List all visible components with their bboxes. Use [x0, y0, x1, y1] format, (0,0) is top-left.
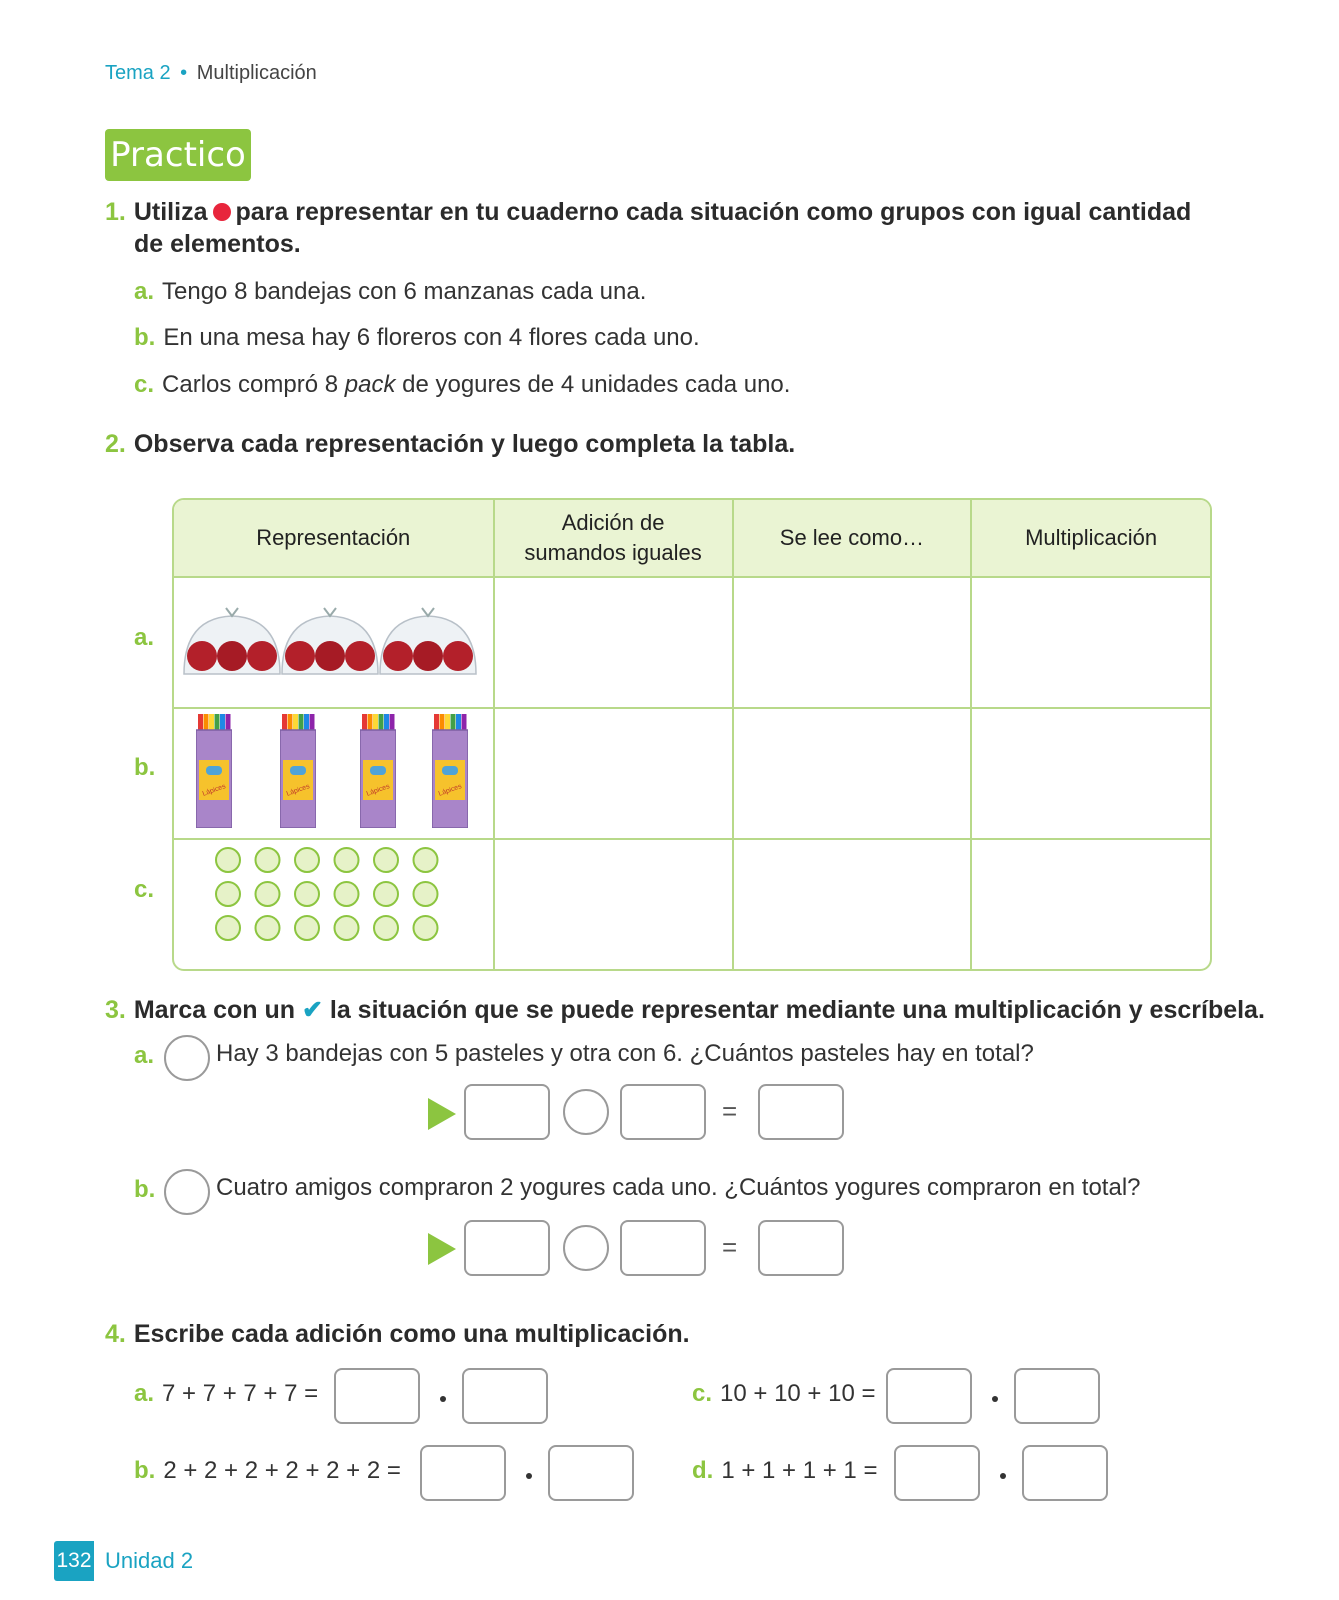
question-1	[105, 198, 1191, 227]
q4-item-c	[692, 1380, 876, 1408]
addition-cell[interactable]	[495, 840, 734, 969]
q3-text-before: Marca con un	[133, 996, 296, 1024]
svg-text:Lápices: Lápices	[437, 783, 463, 798]
page-number: 132	[54, 1541, 94, 1581]
item-label: a.	[134, 1380, 155, 1407]
checkmark-icon: ✔	[301, 996, 323, 1024]
col-header-addition-line2: sumandos iguales	[524, 540, 702, 565]
multiplication-cell[interactable]	[972, 578, 1210, 709]
circle-counter	[414, 882, 438, 906]
answer-box[interactable]	[462, 1368, 548, 1424]
operator-circle[interactable]	[563, 1225, 609, 1271]
q4-item-a	[134, 1380, 318, 1408]
answer-box[interactable]	[620, 1084, 706, 1140]
answer-box[interactable]	[548, 1445, 634, 1501]
item-expression: 7 + 7 + 7 + 7 =	[162, 1380, 319, 1407]
apple-bag-icon	[380, 608, 476, 674]
addition-cell[interactable]	[495, 578, 734, 709]
circle-counter	[335, 916, 359, 940]
circle-counter	[295, 882, 319, 906]
circle-counter	[374, 848, 398, 872]
col-header-representation: Representación	[174, 500, 495, 578]
answer-box[interactable]	[620, 1220, 706, 1276]
check-circle-a[interactable]	[164, 1035, 210, 1081]
operator-circle[interactable]	[563, 1089, 609, 1135]
item-text: Carlos compró 8	[162, 371, 339, 398]
apple-bag-icon	[184, 608, 280, 674]
pencil-box-icon	[432, 712, 468, 828]
item-label: d.	[692, 1457, 714, 1484]
svg-text:Lápices: Lápices	[201, 783, 227, 798]
item-label: b.	[134, 324, 156, 351]
circle-counter	[216, 916, 240, 940]
circle-counter	[374, 916, 398, 940]
read-as-cell[interactable]	[734, 578, 973, 709]
circle-counter	[335, 848, 359, 872]
question-3	[105, 995, 1265, 1025]
answer-box[interactable]	[464, 1220, 550, 1276]
question-number: 1.	[105, 198, 126, 226]
q3-item-a-label: a.	[134, 1042, 155, 1069]
equals-sign: =	[722, 1232, 738, 1262]
item-expression: 2 + 2 + 2 + 2 + 2 + 2 =	[163, 1457, 401, 1484]
q2-text: Observa cada representación y luego completa la tabla.	[133, 430, 796, 458]
topic-label: Tema 2	[105, 62, 171, 84]
multiply-dot	[526, 1473, 532, 1479]
svg-text:Lápices: Lápices	[285, 783, 311, 798]
q1-item-c	[134, 371, 790, 399]
item-label: a.	[134, 278, 155, 305]
row-label-b: b.	[134, 754, 156, 781]
pencil-box-icon	[280, 712, 316, 828]
check-circle-b[interactable]	[164, 1169, 210, 1215]
col-header-read-as: Se lee como…	[734, 500, 973, 578]
circle-counter	[414, 916, 438, 940]
item-text: Tengo 8 bandejas con 6 manzanas cada una.	[162, 278, 647, 305]
col-header-addition	[495, 500, 734, 578]
q1-item-a	[134, 278, 646, 306]
answer-box[interactable]	[420, 1445, 506, 1501]
multiply-dot	[992, 1396, 998, 1402]
col-header-addition-line1: Adición de	[561, 510, 665, 535]
answer-box[interactable]	[1022, 1445, 1108, 1501]
multiplication-cell[interactable]	[972, 840, 1210, 969]
item-italic-word: pack	[344, 371, 396, 398]
apple-bag-icon	[282, 608, 378, 674]
answer-box[interactable]	[758, 1084, 844, 1140]
multiplication-cell[interactable]	[972, 709, 1210, 840]
pencil-box-icon	[360, 712, 396, 828]
circle-counter	[256, 848, 280, 872]
question-number: 4.	[105, 1320, 126, 1348]
circle-counter	[256, 882, 280, 906]
circle-counter	[374, 882, 398, 906]
subject-label: Multiplicación	[196, 62, 317, 84]
q1-text-line2: de elementos.	[134, 230, 301, 258]
answer-box[interactable]	[1014, 1368, 1100, 1424]
circle-counter	[414, 848, 438, 872]
item-expression: 10 + 10 + 10 =	[720, 1380, 876, 1407]
read-as-cell[interactable]	[734, 709, 973, 840]
page-header	[105, 62, 317, 85]
circle-counter	[256, 916, 280, 940]
circle-counter	[216, 848, 240, 872]
circles-illustration	[212, 846, 452, 946]
item-label: b.	[134, 1457, 156, 1484]
multiply-dot	[1000, 1473, 1006, 1479]
q1-text-after: para representar en tu cuaderno cada situación como grupos con igual cantidad	[235, 198, 1192, 226]
answer-box[interactable]	[464, 1084, 550, 1140]
table-header-row	[174, 500, 1210, 578]
q4-item-d	[692, 1457, 877, 1485]
red-circle-icon	[213, 203, 231, 221]
q1-text-before: Utiliza	[133, 198, 208, 226]
answer-box[interactable]	[894, 1445, 980, 1501]
svg-text:Lápices: Lápices	[365, 783, 391, 798]
play-arrow-icon	[428, 1098, 456, 1130]
q3-text-after: la situación que se puede representar mediante una multiplicación y escríbela.	[329, 996, 1265, 1024]
question-number: 2.	[105, 430, 126, 458]
question-4	[105, 1320, 690, 1349]
apple-bags-illustration	[182, 598, 482, 678]
item-text: de yogures de 4 unidades cada uno.	[402, 371, 791, 398]
answer-box[interactable]	[334, 1368, 420, 1424]
equals-sign: =	[722, 1096, 738, 1126]
header-separator: •	[180, 62, 188, 84]
item-label: c.	[692, 1380, 713, 1407]
q4-item-b	[134, 1457, 401, 1485]
item-text: En una mesa hay 6 floreros con 4 flores cada uno.	[163, 324, 700, 351]
answer-box[interactable]	[886, 1368, 972, 1424]
circle-counter	[216, 882, 240, 906]
pencil-box-icon	[196, 712, 232, 828]
pencil-boxes-illustration	[190, 712, 480, 832]
q3-item-a-text: Hay 3 bandejas con 5 pasteles y otra con 6. ¿Cuántos pasteles hay en total?	[216, 1040, 1034, 1067]
circle-counter	[295, 848, 319, 872]
row-label-c: c.	[134, 876, 155, 903]
question-2	[105, 430, 795, 459]
q3-item-b-text: Cuatro amigos compraron 2 yogures cada uno. ¿Cuántos yogures compraron en total?	[216, 1174, 1141, 1201]
q1-item-b	[134, 324, 700, 352]
q4-text: Escribe cada adición como una multiplicación.	[133, 1320, 690, 1348]
row-label-a: a.	[134, 624, 155, 651]
q3-item-b-label: b.	[134, 1176, 156, 1203]
unit-label: Unidad 2	[105, 1548, 194, 1573]
section-title: Practico	[105, 129, 251, 181]
addition-cell[interactable]	[495, 709, 734, 840]
item-label: c.	[134, 371, 155, 398]
question-number: 3.	[105, 996, 126, 1024]
play-arrow-icon	[428, 1233, 456, 1265]
circle-counter	[335, 882, 359, 906]
item-expression: 1 + 1 + 1 + 1 =	[721, 1457, 878, 1484]
answer-box[interactable]	[758, 1220, 844, 1276]
read-as-cell[interactable]	[734, 840, 973, 969]
circle-counter	[295, 916, 319, 940]
multiply-dot	[440, 1396, 446, 1402]
col-header-multiplication: Multiplicación	[972, 500, 1210, 578]
